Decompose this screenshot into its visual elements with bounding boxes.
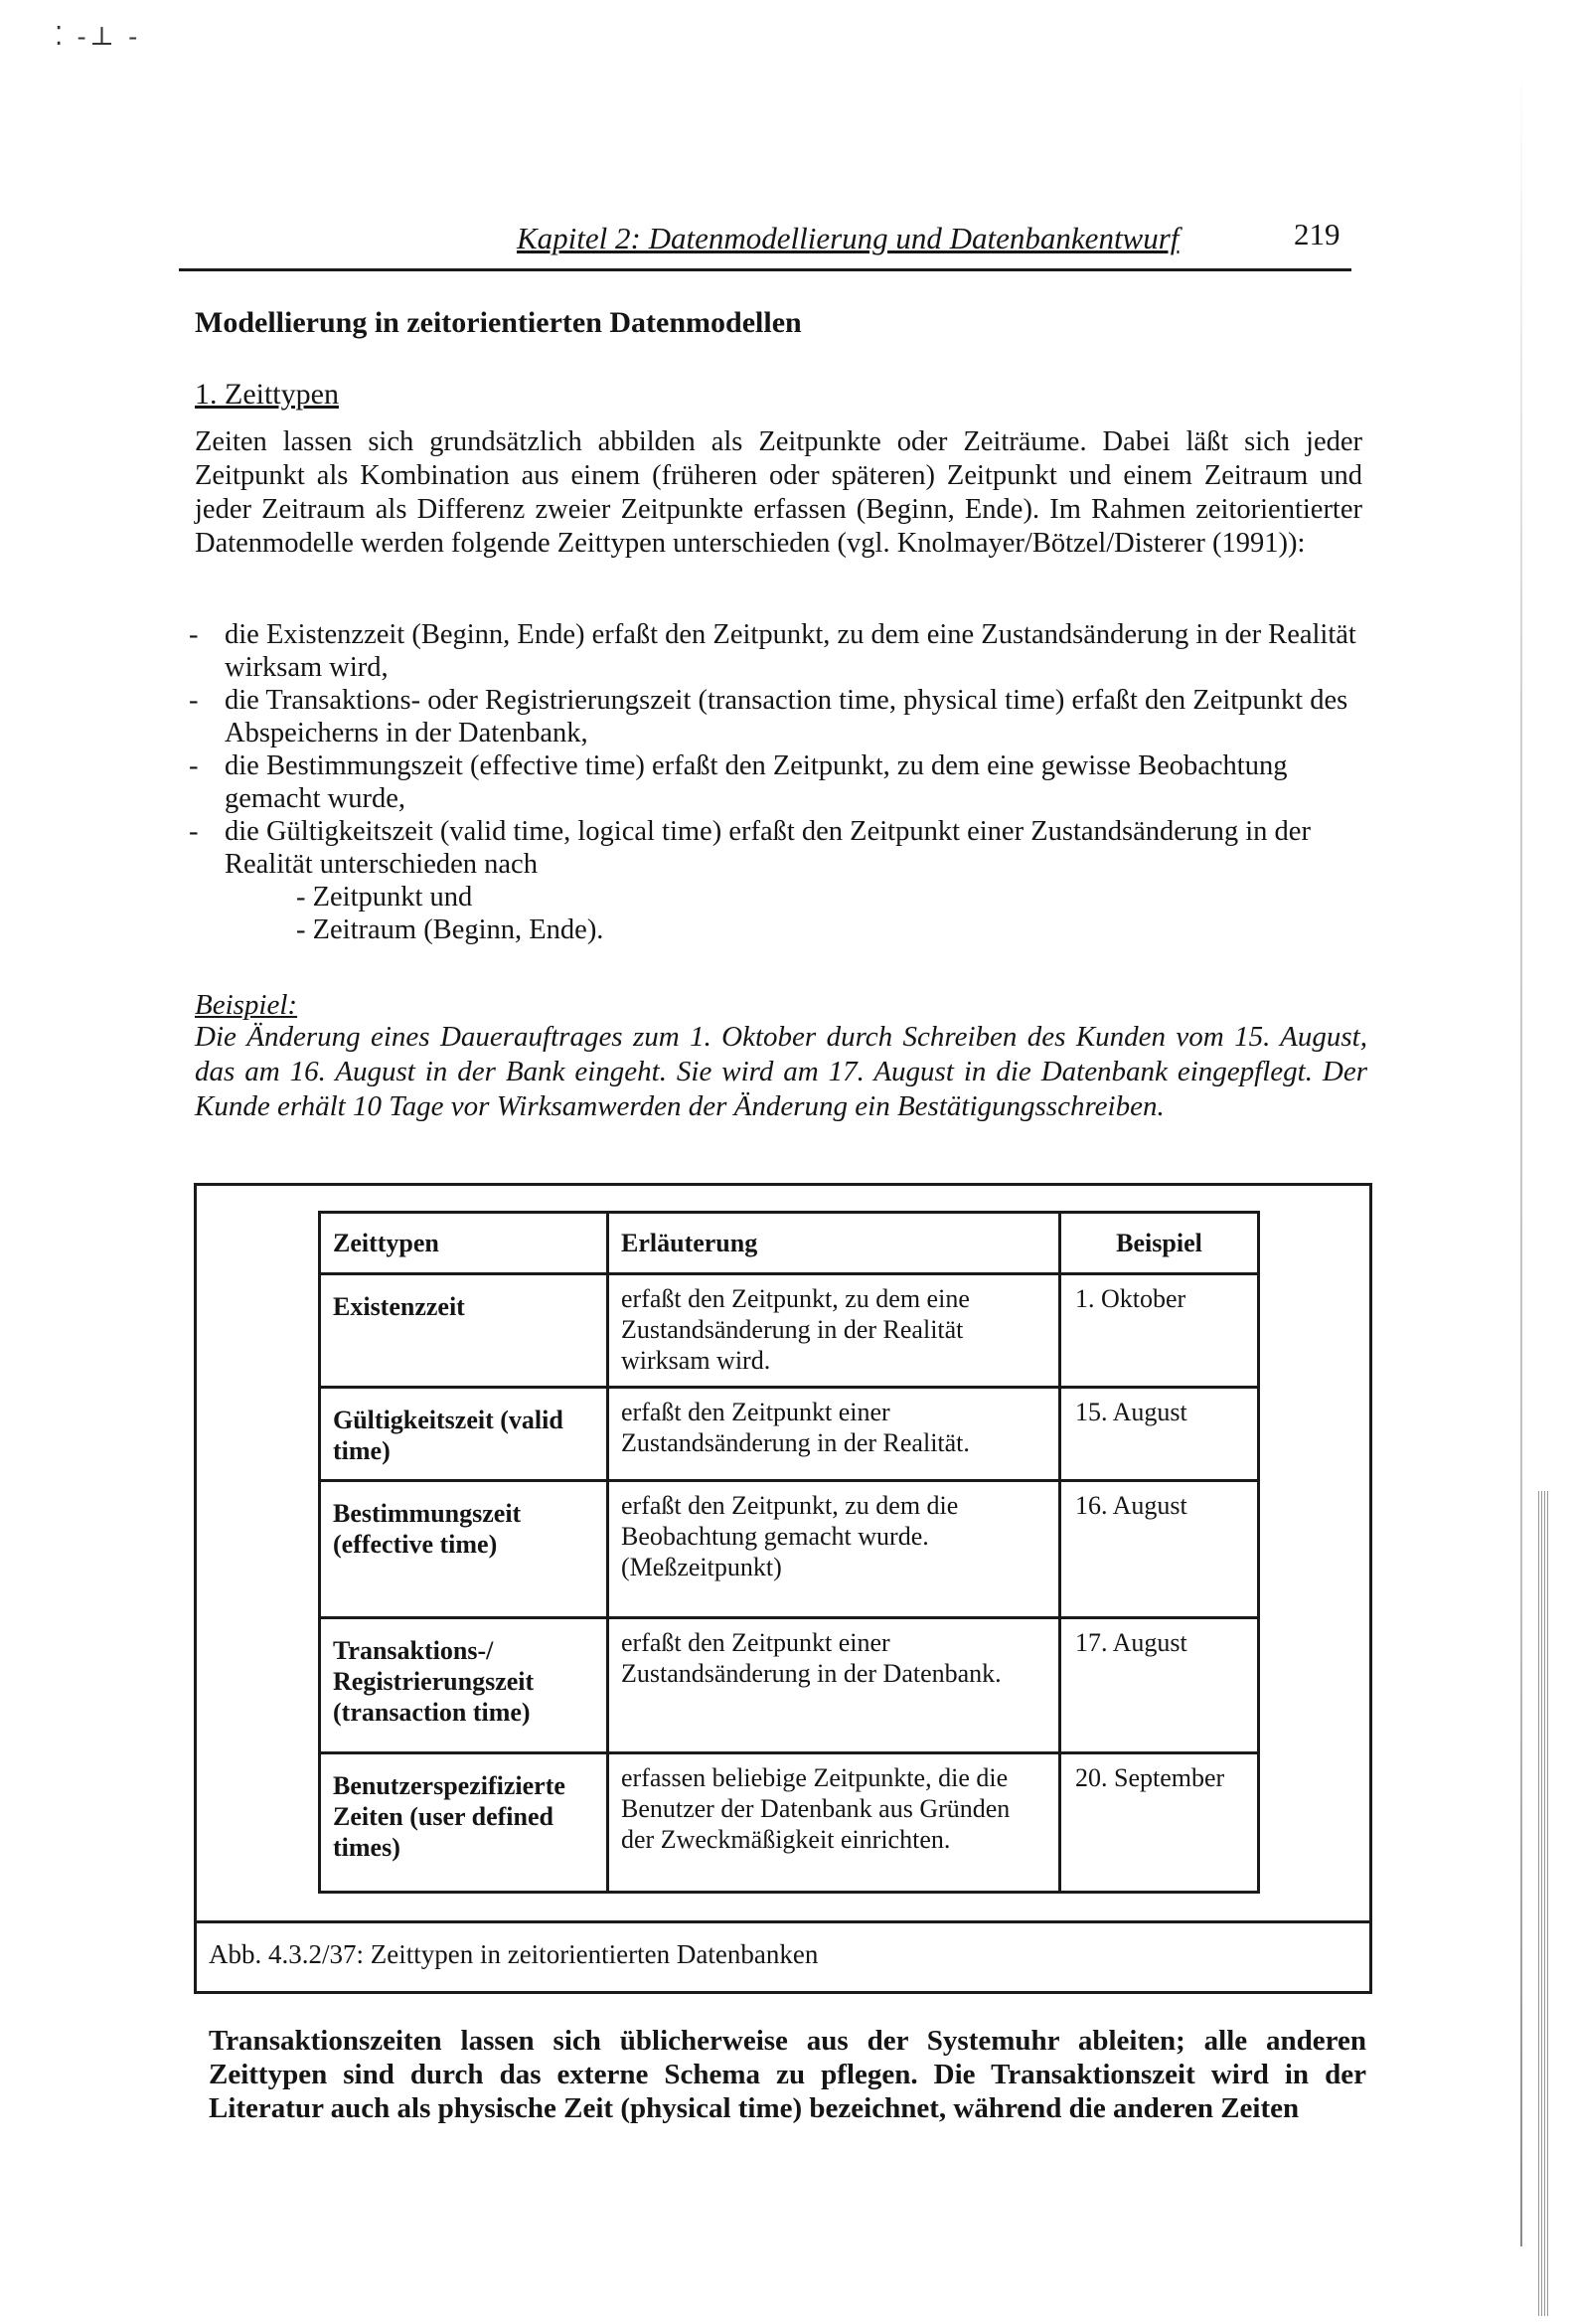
list-item-text: die Gültigkeitszeit (valid time, logical time) erfaßt den Zeitpunkt einer Zustandsänderung in der Realität unterschieden nach [225, 816, 1311, 880]
column-header-explanation: Erläuterung [608, 1213, 1060, 1274]
type-cell: Gültigkeitszeit (valid time) [320, 1388, 608, 1481]
explanation-cell: erfaßt den Zeitpunkt einer Zustandsänderung in der Realität. [608, 1388, 1060, 1481]
explanation-cell: erfaßt den Zeitpunkt, zu dem die Beobachtung gemacht wurde. (Meßzeitpunkt) [608, 1481, 1060, 1618]
scan-corner-mark: ⁚ -⊥ - [55, 22, 142, 51]
table-row [320, 1753, 1259, 1893]
intro-paragraph: Zeiten lassen sich grundsätzlich abbilden als Zeitpunkte oder Zeiträume. Dabei läßt sich jeder Zeitpunkt als Kombination aus einem (früheren oder späteren) Zeitpunkt und einem Zeitraum und jeder Zeitraum als Differenz zweier Zeitpunkte erfassen (Beginn, Ende). Im Rahmen zeitorientierter Datenmodelle werden folgende Zeittypen unterschieden (vgl. Knolmayer/Bötzel/Disterer (1991)): [195, 426, 1362, 559]
list-item [189, 815, 1366, 881]
table-row [320, 1274, 1259, 1388]
zeittypen-list [189, 618, 1366, 946]
type-cell: Bestimmungszeit (effective time) [320, 1481, 608, 1618]
type-cell: Benutzerspezifizierte Zeiten (user defined times) [320, 1753, 608, 1893]
example-cell: 15. August [1060, 1388, 1259, 1481]
example-cell: 16. August [1060, 1481, 1259, 1618]
type-cell: Transaktions-/ Registrierungszeit (transaction time) [320, 1618, 608, 1753]
sub-list-item: - Zeitraum (Beginn, Ende). [296, 914, 604, 945]
running-header-title: Kapitel 2: Datenmodellierung und Datenbankentwurf [517, 221, 1180, 255]
explanation-cell: erfaßt den Zeitpunkt einer Zustandsänderung in der Datenbank. [608, 1618, 1060, 1753]
type-cell: Existenzzeit [320, 1274, 608, 1388]
table-row [320, 1618, 1259, 1753]
header-rule [179, 268, 1351, 271]
table-row [320, 1481, 1259, 1618]
list-dash: - [189, 685, 199, 716]
list-item [189, 749, 1366, 815]
column-header-type: Zeittypen [320, 1213, 608, 1274]
explanation-cell: erfassen beliebige Zeitpunkte, die die Benutzer der Datenbank aus Gründen der Zweckmäßigkeit einrichten. [608, 1753, 1060, 1893]
example-text: Die Änderung eines Dauerauftrages zum 1. Oktober durch Schreiben des Kunden vom 15. August, das am 16. August in der Bank eingeht. Sie wird am 17. August in die Datenbank eingepflegt. Der Kunde erhält 10 Tage vor Wirksamwerden der Änderung ein Bestätigungsschreiben. [195, 1021, 1367, 1122]
example-label: Beispiel: [195, 989, 298, 1021]
list-dash: - [189, 619, 199, 650]
caption-divider [194, 1920, 1369, 1923]
list-dash: - [189, 816, 199, 847]
section-title: Modellierung in zeitorientierten Datenmodellen [195, 306, 802, 339]
table-header-row [320, 1213, 1259, 1274]
sub-list-item: - Zeitpunkt und [296, 882, 473, 913]
scan-edge-noise [1538, 1491, 1548, 2316]
sub-list [296, 881, 1366, 946]
example-cell: 20. September [1060, 1753, 1259, 1893]
list-item-text: die Bestimmungszeit (effective time) erfaßt den Zeitpunkt, zu dem eine gewisse Beobachtung gemacht wurde, [225, 750, 1288, 814]
scan-edge-shadow [1520, 60, 1522, 2246]
column-header-example: Beispiel [1060, 1213, 1259, 1274]
subsection-title: 1. Zeittypen [195, 378, 339, 411]
list-item-text: die Transaktions- oder Registrierungszeit (transaction time, physical time) erfaßt den Zeitpunkt des Abspeicherns in der Datenbank, [225, 685, 1348, 748]
page-number: 219 [1294, 217, 1340, 251]
list-item [189, 618, 1366, 684]
table-row [320, 1388, 1259, 1481]
example-cell: 17. August [1060, 1618, 1259, 1753]
figure-caption: Abb. 4.3.2/37: Zeittypen in zeitorientierten Datenbanken [209, 1939, 819, 1969]
list-item [189, 684, 1366, 749]
explanation-cell: erfaßt den Zeitpunkt, zu dem eine Zustandsänderung in der Realität wirksam wird. [608, 1274, 1060, 1388]
closing-paragraph: Transaktionszeiten lassen sich üblicherweise aus der Systemuhr ableiten; alle anderen Zeittypen sind durch das externe Schema zu pflegen. Die Transaktionszeit wird in der Literatur auch als physische Zeit (physical time) bezeichnet, während die anderen Zeiten [209, 2025, 1366, 2124]
example-cell: 1. Oktober [1060, 1274, 1259, 1388]
list-dash: - [189, 750, 199, 781]
list-item-text: die Existenzzeit (Beginn, Ende) erfaßt den Zeitpunkt, zu dem eine Zustandsänderung in der Realität wirksam wird, [225, 619, 1356, 683]
zeittypen-table [318, 1211, 1260, 1894]
